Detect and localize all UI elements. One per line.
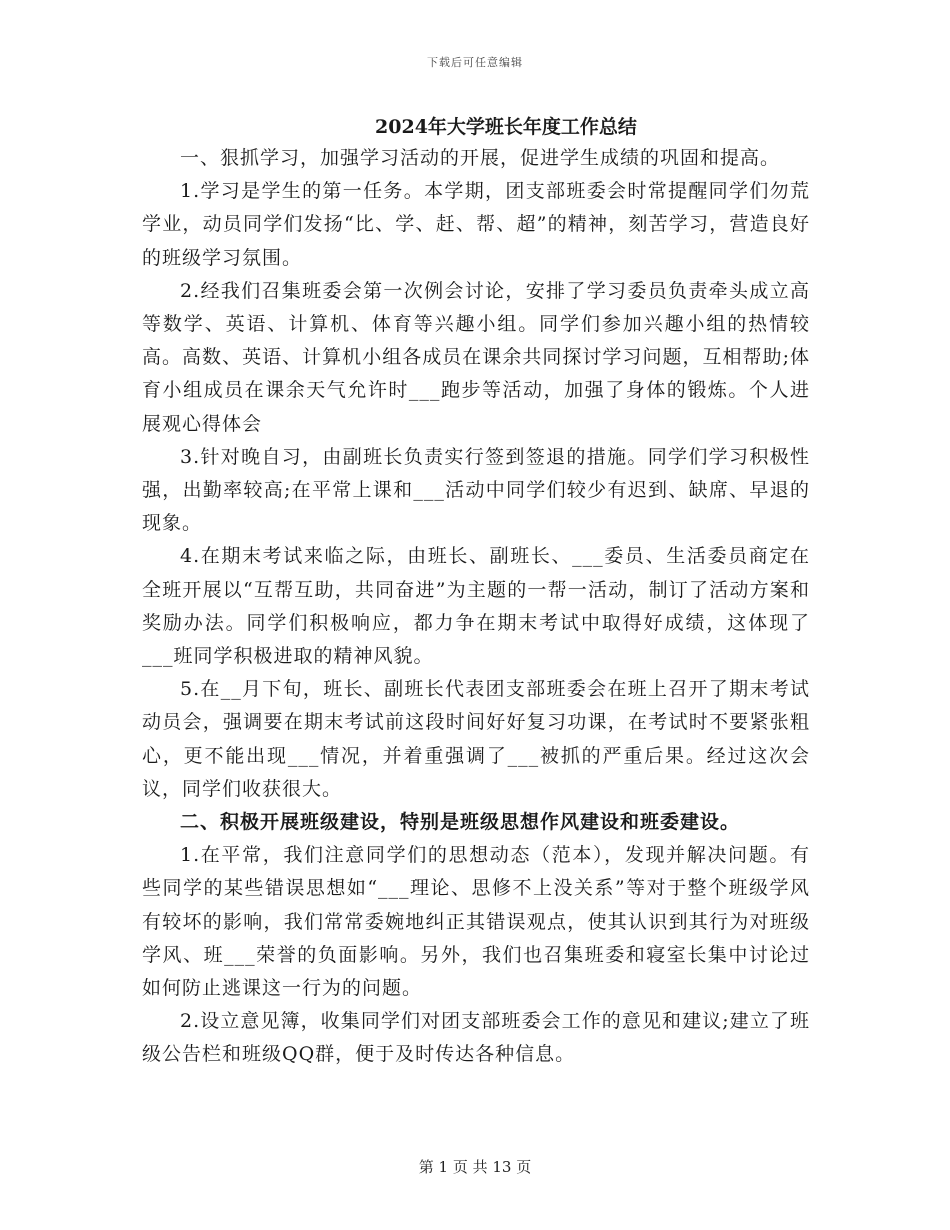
paragraph-2: 1.学习是学生的第一任务。本学期，团支部班委会时常提醒同学们勿荒学业，动员同学们发扬“比、学、赶、帮、超”的精神，刻苦学习，营造良好的班级学习氛围。 (142, 180, 810, 269)
paragraph-6: 5.在__月下旬，班长、副班长代表团支部班委会在班上召开了期末考试动员会，强调要在期末考试前这段时间好好复习功课，在考试时不要紧张粗心，更不能出现___情况，并着重强调了___被抓的严重后果。经过这次会议，同学们收获很大。 (142, 678, 810, 800)
paragraph-3: 2.经我们召集班委会第一次例会讨论，安排了学习委员负责牵头成立高等数学、英语、计算机、体育等兴趣小组。同学们参加兴趣小组的热情较高。高数、英语、计算机小组各成员在课余共同探讨学习问题，互相帮助;体育小组成员在课余天气允许时___跑步等活动，加强了身体的锻炼。个人进展观心得体会 (142, 279, 810, 435)
document-title: 2024年大学班长年度工作总结 (375, 116, 637, 138)
paragraph-5: 4.在期末考试来临之际，由班长、副班长、___委员、生活委员商定在全班开展以“互帮互助，共同奋进”为主题的一帮一活动，制订了活动方案和奖励办法。同学们积极响应，都力争在期末考试中取得好成绩，这体现了___班同学积极进取的精神风貌。 (142, 545, 810, 668)
paragraph-1: 一、狠抓学习，加强学习活动的开展，促进学生成绩的巩固和提高。 (180, 147, 781, 169)
paragraph-9: 2.设立意见簿，收集同学们对团支部班委会工作的意见和建议;建立了班级公告栏和班级QQ群，便于及时传达各种信息。 (142, 1010, 810, 1066)
section-heading-2: 二、积极开展班级建设，特别是班级思想作风建设和班委建设。 (180, 811, 741, 834)
paragraph-8: 1.在平常，我们注意同学们的思想动态（范本），发现并解决问题。有些同学的某些错误思想如“___理论、思修不上没关系”等对于整个班级学风有较坏的影响，我们常常委婉地纠正其错误观点，使其认识到其行为对班级学风、班___荣誉的负面影响。另外，我们也召集班委和寝室长集中讨论过如何防止逃课这一行为的问题。 (142, 844, 810, 1000)
document-body (142, 112, 810, 1072)
page-footer: 第 1 页 共 13 页 (418, 1158, 532, 1176)
header-note: 下载后可任意编辑 (427, 56, 523, 69)
paragraph-4: 3.针对晚自习，由副班长负责实行签到签退的措施。同学们学习积极性强，出勤率较高;在平常上课和___活动中同学们较少有迟到、缺席、早退的现象。 (142, 445, 810, 535)
